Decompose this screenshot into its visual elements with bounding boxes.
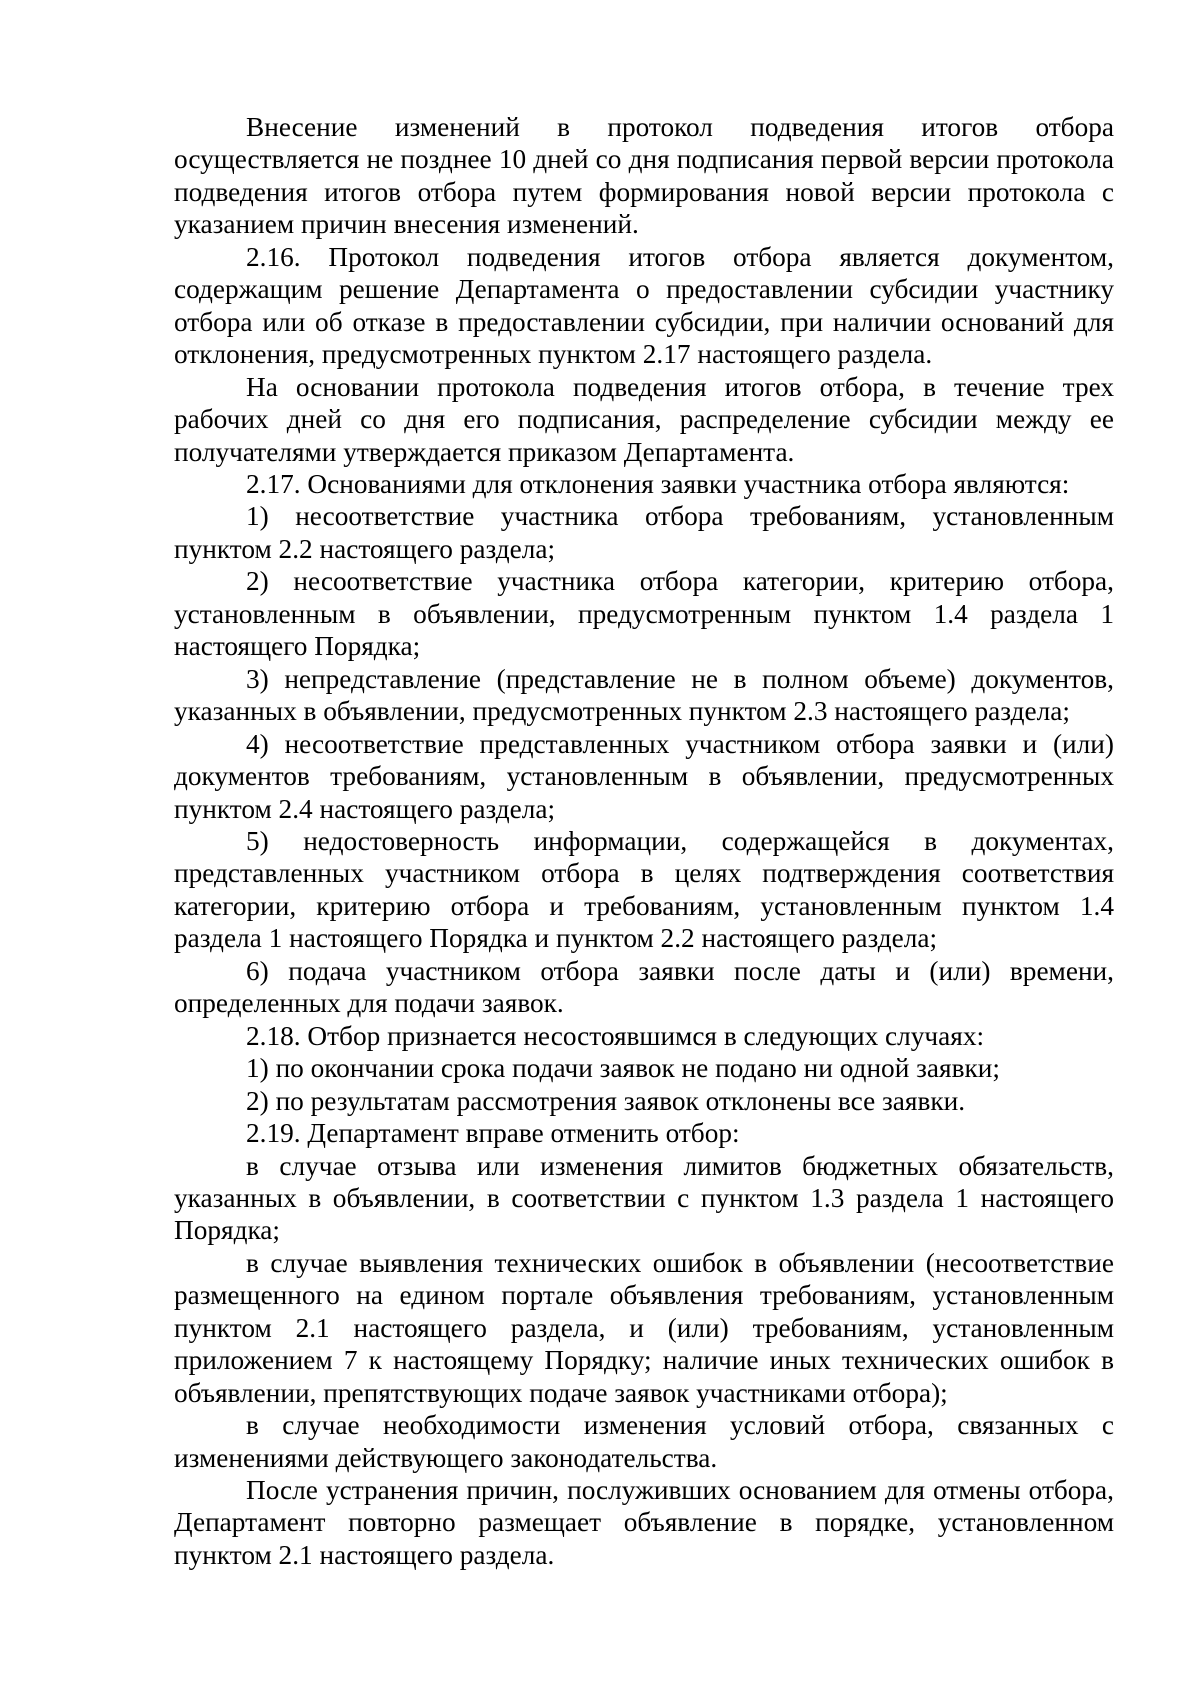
paragraph-2-17-item-6: 6) подача участником отбора заявки после даты и (или) времени, определенных для подачи заявок. — [174, 955, 1114, 1019]
paragraph-2-19-case-limits: в случае отзыва или изменения лимитов бюджетных обязательств, указанных в объявлении, в соответствии с пунктом 1.3 раздела 1 настоящего Порядка; — [174, 1150, 1114, 1246]
paragraph-protocol-changes: Внесение изменений в протокол подведения итогов отбора осуществляется не позднее 10 дней со дня подписания первой версии протокола подведения итогов отбора путем формирования новой версии протокола с указанием причин внесения изменений. — [174, 112, 1114, 240]
paragraph-2-17-item-3: 3) непредставление (представление не в полном объеме) документов, указанных в объявлении, предусмотренных пунктом 2.3 настоящего раздела; — [174, 663, 1114, 727]
paragraph-2-18-item-2: 2) по результатам рассмотрения заявок отклонены все заявки. — [246, 1085, 966, 1116]
paragraph-2-17: 2.17. Основаниями для отклонения заявки участника отбора являются: — [246, 468, 1070, 499]
paragraph-2-17-item-4: 4) несоответствие представленных участником отбора заявки и (или) документов требованиям, установленным в объявлении, предусмотренных пунктом 2.4 настоящего раздела; — [174, 728, 1114, 824]
document-body — [174, 111, 1114, 1571]
paragraph-subsidy-distribution: На основании протокола подведения итогов отбора, в течение трех рабочих дней со дня его подписания, распределение субсидии между ее получателями утверждается приказом Департамента. — [174, 371, 1114, 467]
paragraph-2-19-case-legislation: в случае необходимости изменения условий отбора, связанных с изменениями действующего законодательства. — [174, 1410, 1114, 1473]
paragraph-2-17-item-1: 1) несоответствие участника отбора требованиям, установленным пунктом 2.2 настоящего раздела; — [174, 501, 1114, 564]
paragraph-2-17-item-2: 2) несоответствие участника отбора категории, критерию отбора, установленным в объявлении, предусмотренным пунктом 1.4 раздела 1 настоящего Порядка; — [174, 566, 1114, 662]
paragraph-2-19-case-errors: в случае выявления технических ошибок в объявлении (несоответствие размещенного на едином портале объявления требованиям, установленным пунктом 2.1 настоящего раздела, и (или) требованиям, установленным приложением 7 к настоящему Порядку; наличие иных технических ошибок в объявлении, препятствующих подаче заявок участниками отбора); — [174, 1247, 1114, 1408]
paragraph-2-19: 2.19. Департамент вправе отменить отбор: — [246, 1118, 740, 1149]
paragraph-2-18: 2.18. Отбор признается несостоявшимся в следующих случаях: — [246, 1020, 985, 1051]
paragraph-2-18-item-1: 1) по окончании срока подачи заявок не подано ни одной заявки; — [246, 1053, 1000, 1084]
paragraph-2-16: 2.16. Протокол подведения итогов отбора является документом, содержащим решение Департамента о предоставлении субсидии участнику отбора или об отказе в предоставлении субсидии, при наличии оснований для отклонения, предусмотренных пунктом 2.17 настоящего раздела. — [174, 241, 1114, 370]
paragraph-repeat-announcement: После устранения причин, послуживших основанием для отмены отбора, Департамент повторно размещает объявление в порядке, установленном пунктом 2.1 настоящего раздела. — [174, 1475, 1114, 1570]
paragraph-2-17-item-5: 5) недостоверность информации, содержащейся в документах, представленных участником отбора в целях подтверждения соответствия категории, критерию отбора и требованиям, установленным пунктом 1.4 раздела 1 настоящего Порядка и пунктом 2.2 настоящего раздела; — [174, 825, 1114, 954]
